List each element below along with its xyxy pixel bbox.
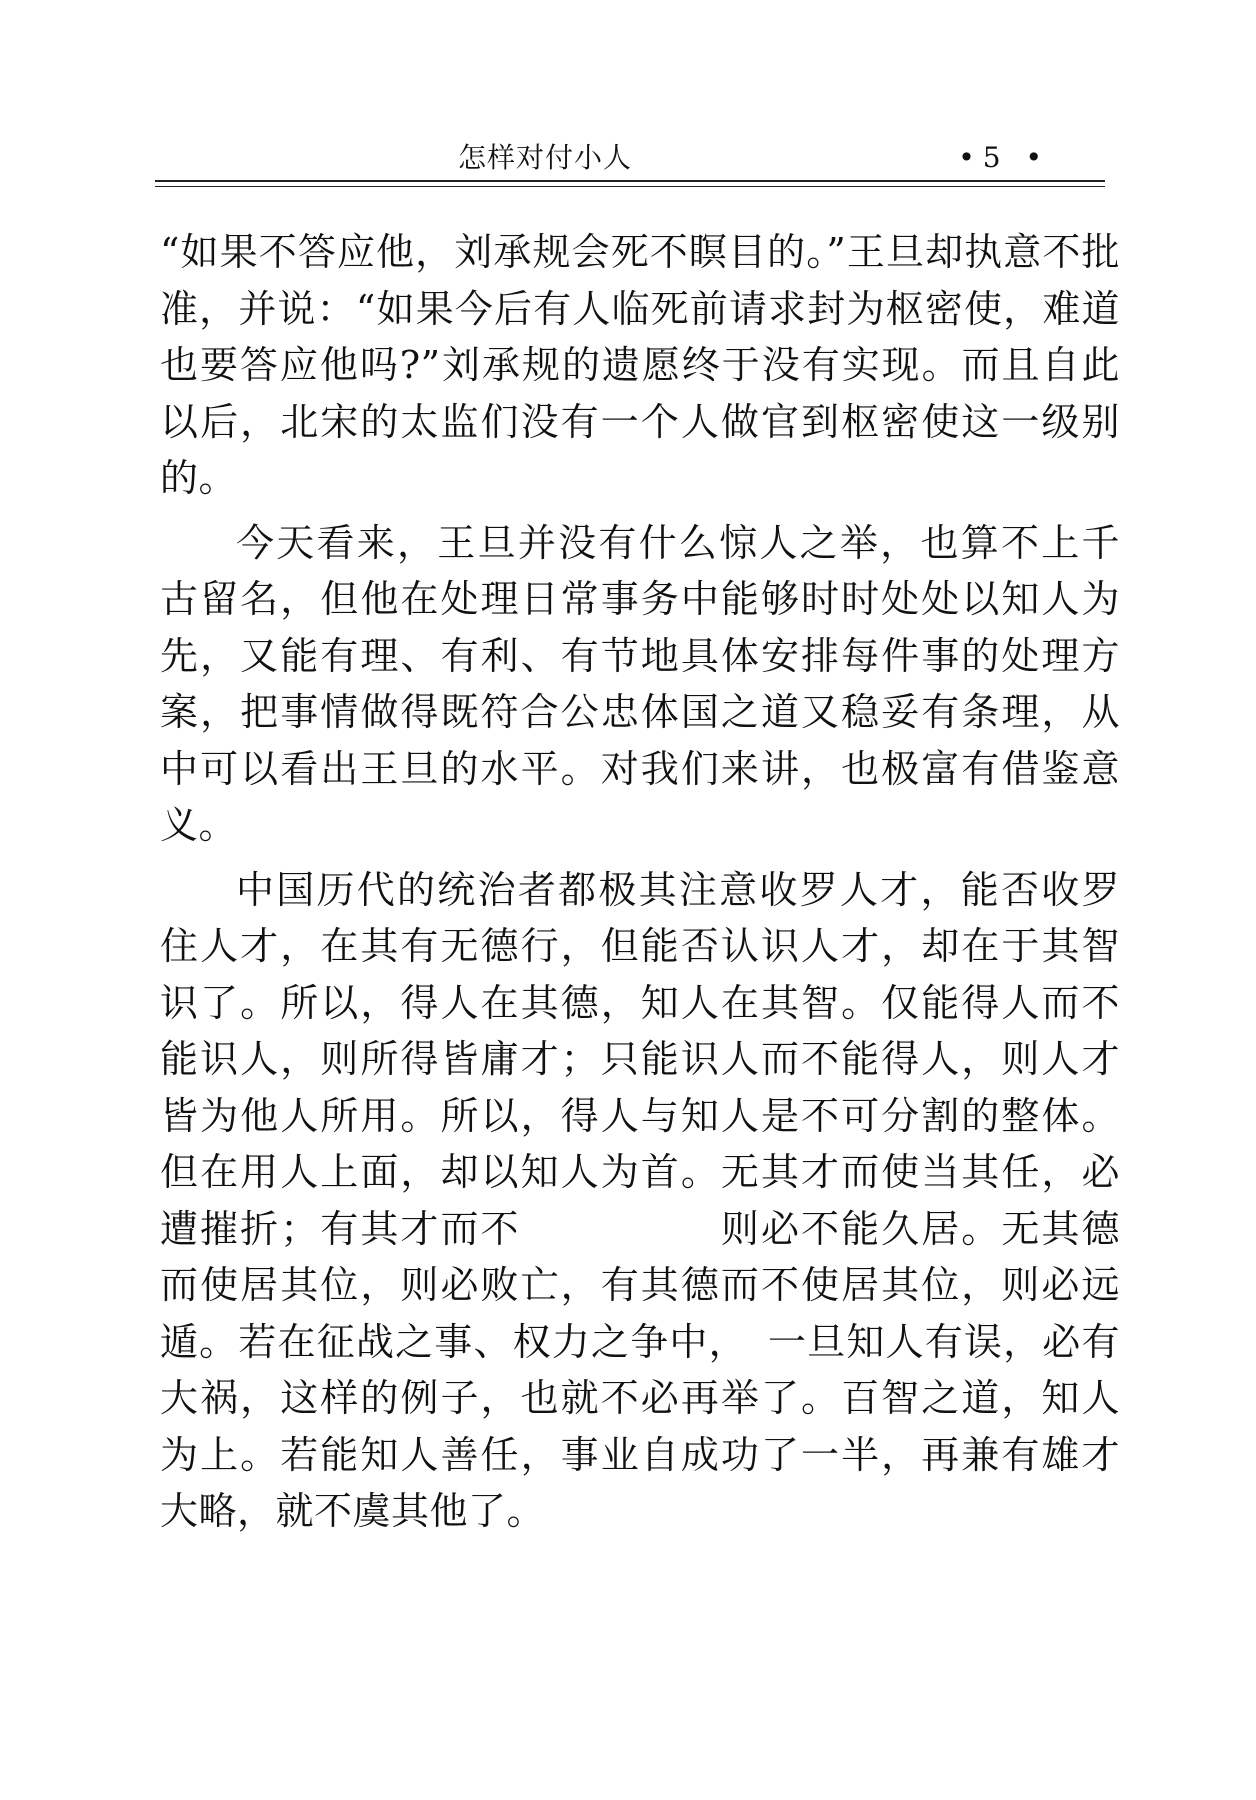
paragraph: 中国历代的统治者都极其注意收罗人才，能否收罗住人才，在其有无德行，但能否认识人才，却在于其智识了。所以，得人在其德，知人在其智。仅能得人而不能识人，则所得皆庸才；只能识人而不能得人，则人才皆为他人所用。所以，得人与知人是不可分割的整体。但在用人上面，却以知人为首。无其才而使当其任，必遭摧折；有其才而不 则必不能久居。无其德而使居其位，则必败亡，有其德而不使居其位，则必远遁。若在征战之事、权力之争中， 一旦知人有误，必有大祸，这样的例子，也就不必再举了。百智之道，知人为上。若能知人善任，事业自成功了一半，再兼有雄才大略，就不虞其他了。 (160, 867, 1120, 1533)
running-header-title: 怎样对付小人 (457, 141, 632, 174)
paragraph: 今天看来，王旦并没有什么惊人之举，也算不上千古留名，但他在处理日常事务中能够时时处处以知人为先，又能有理、有利、有节地具体安排每件事的处理方案，把事情做得既符合公忠体国之道又稳妥有条理，从中可以看出王旦的水平。对我们来讲，也极富有借鉴意义。 (160, 520, 1120, 847)
header-rule-thin (155, 186, 1105, 187)
body-text (160, 224, 1120, 1548)
page-number: •5 • (958, 141, 1050, 174)
paragraph-continued: “如果不答应他，刘承规会死不瞑目的。”王旦却执意不批准，并说：“如果今后有人临死前请求封为枢密使，难道也要答应他吗?”刘承规的遗愿终于没有实现。而且自此以后，北宋的太监们没有一个人做官到枢密使这一级别的。 (160, 230, 1120, 500)
header-rule-thick (155, 180, 1105, 182)
running-header (155, 138, 1105, 178)
